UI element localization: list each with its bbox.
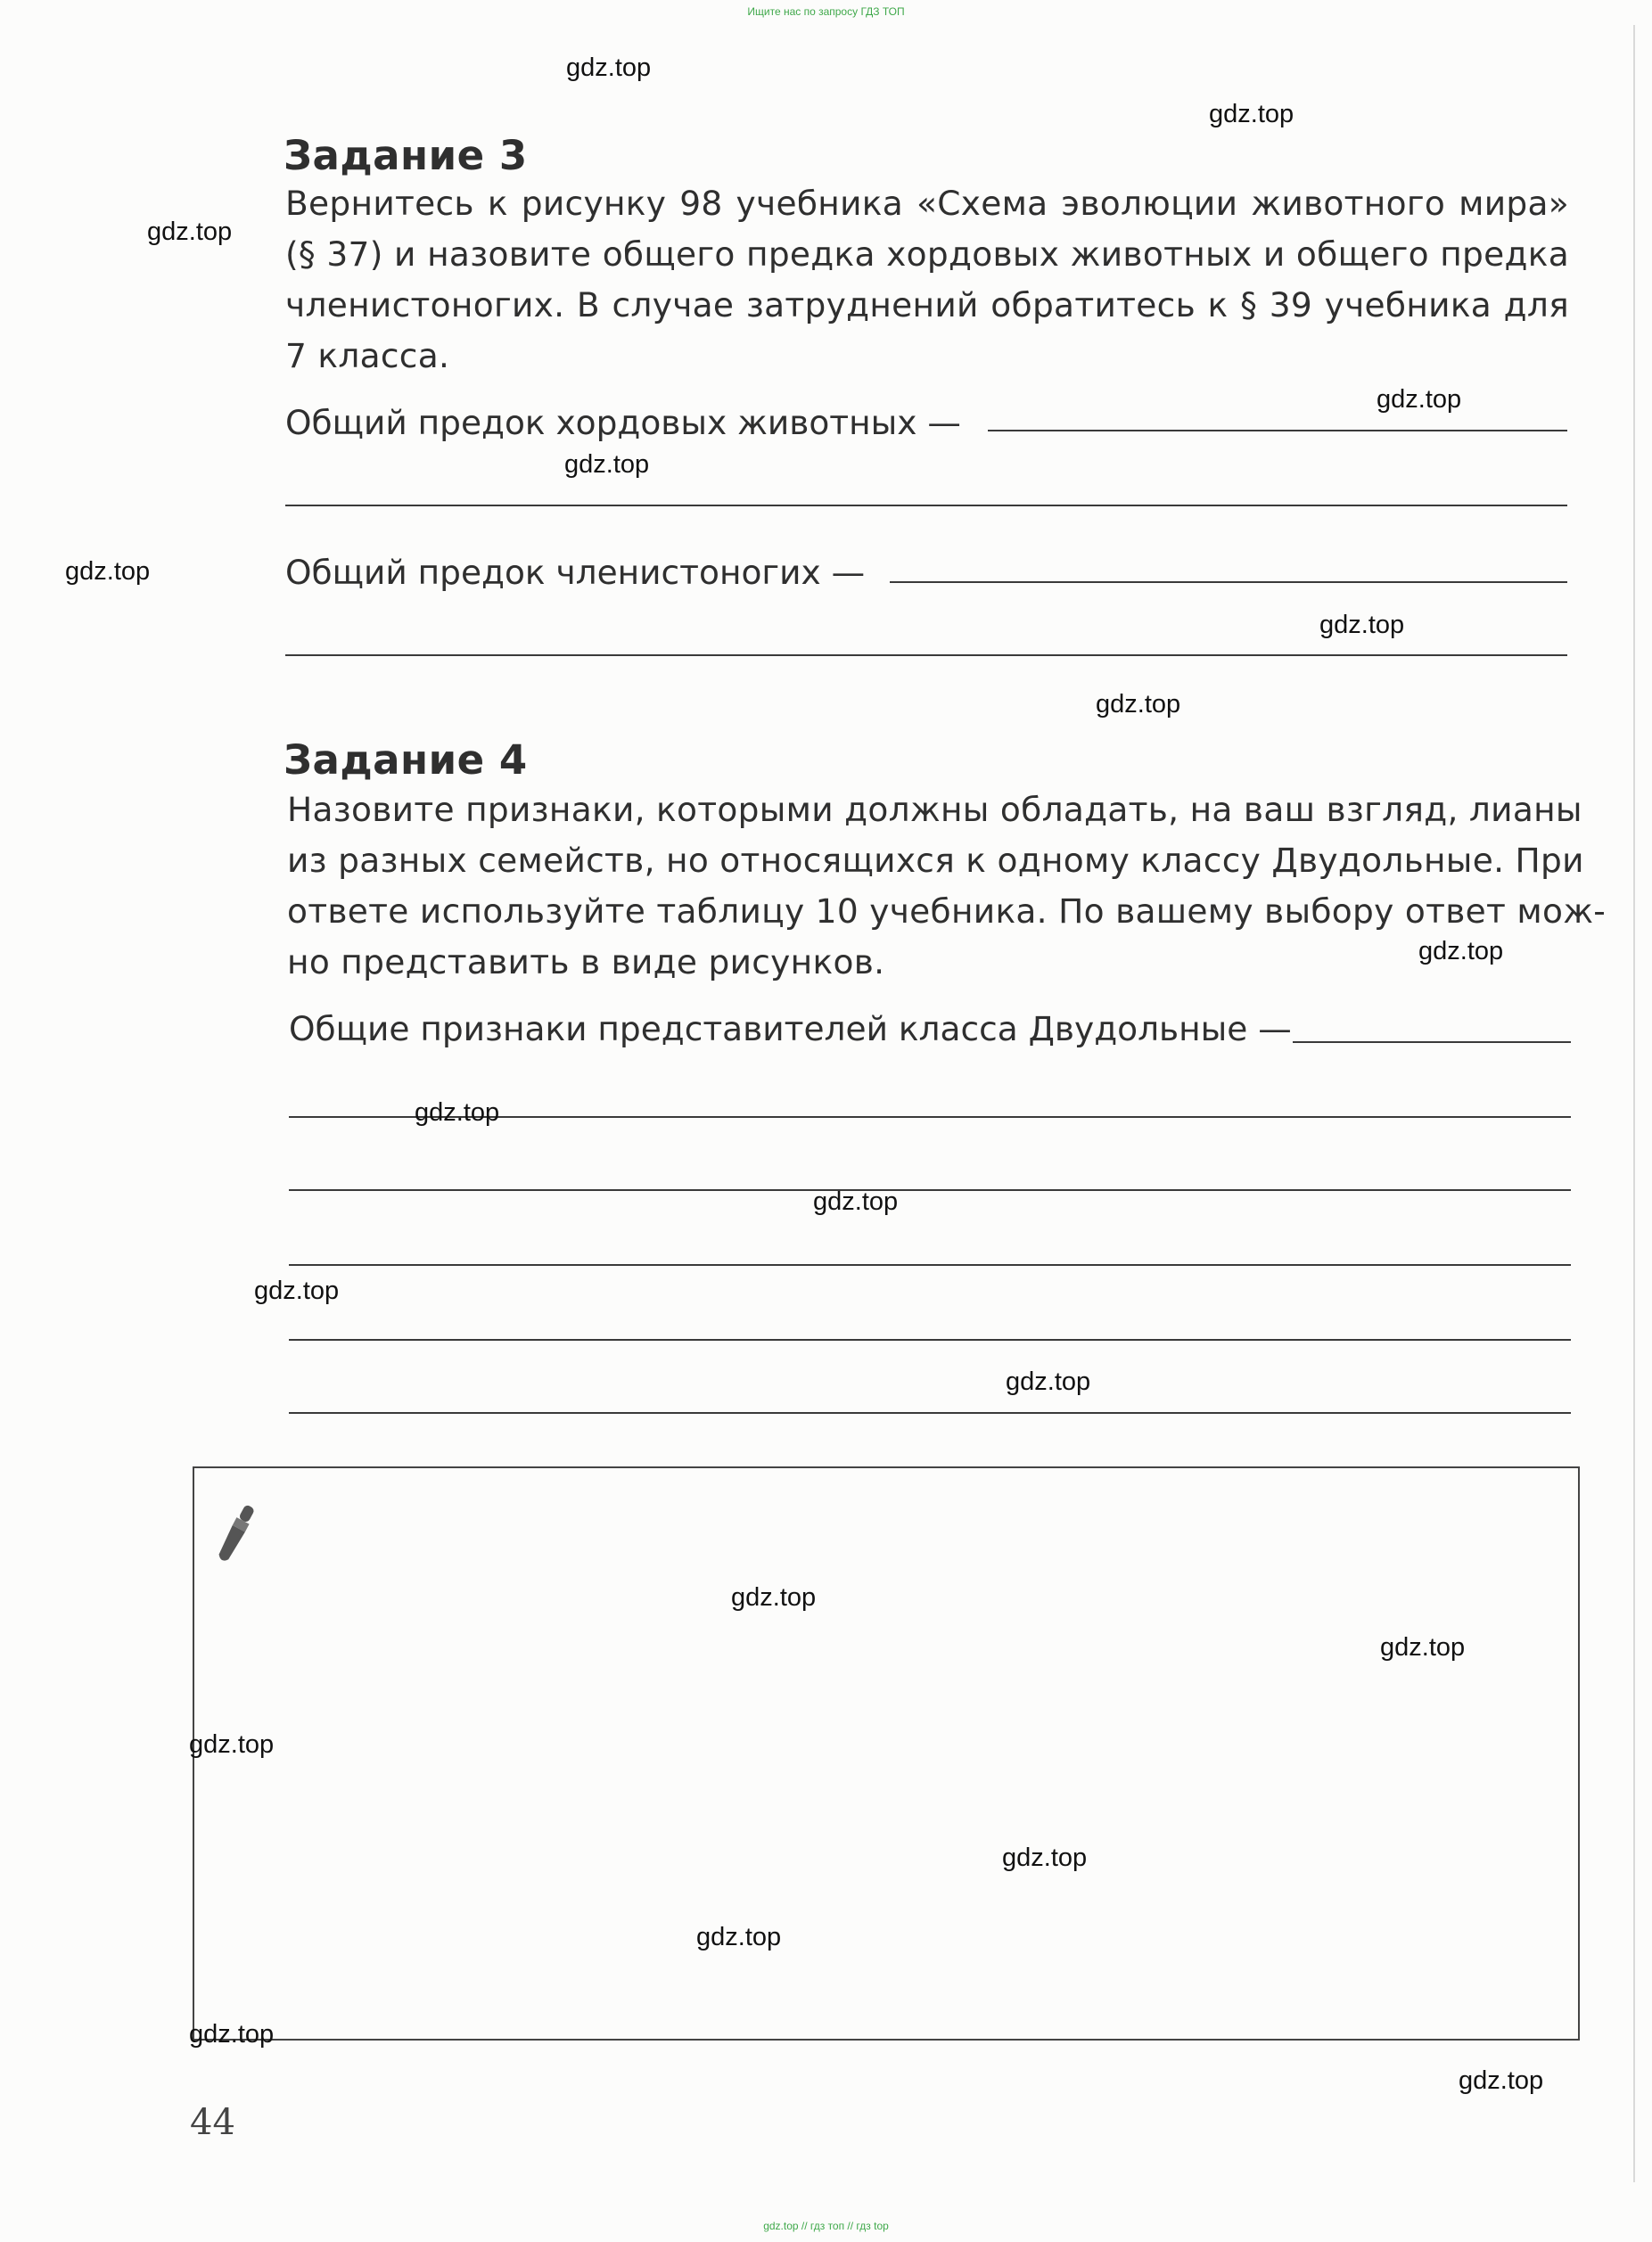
- task3-line: Вернитесь к рисунку 98 учебника «Схема эволюции животного мира»: [285, 184, 1569, 223]
- answer1-line[interactable]: [988, 430, 1567, 431]
- task4-answer-line-5[interactable]: [289, 1339, 1571, 1341]
- task3-line: членистоногих. В случае затруднений обратитесь к § 39 учебника для: [285, 285, 1569, 324]
- watermark: gdz.top: [1096, 690, 1181, 719]
- task4-answer-label: Общие признаки представителей класса Двудольные —: [289, 1009, 1292, 1048]
- task4-line: ответе используйте таблицу 10 учебника. По вашему выбору ответ мож-: [287, 891, 1607, 931]
- answer1-label: Общий предок хордовых животных —: [285, 403, 961, 442]
- task4-answer-line-6[interactable]: [289, 1412, 1571, 1414]
- task4-text: [287, 784, 1607, 988]
- watermark: gdz.top: [254, 1277, 340, 1305]
- task4-answer-line-4[interactable]: [289, 1264, 1571, 1266]
- answer2-label: Общий предок членистоногих —: [285, 553, 866, 592]
- task3-title: Задание 3: [284, 132, 528, 179]
- watermark: gdz.top: [189, 1730, 275, 1759]
- watermark: gdz.top: [564, 450, 650, 479]
- task4-answer-line-3[interactable]: [289, 1189, 1571, 1191]
- show-through-text: [187, 588, 197, 625]
- watermark: gdz.top: [1459, 2066, 1544, 2095]
- answer2-line[interactable]: [890, 581, 1567, 583]
- watermark: gdz.top: [65, 557, 151, 586]
- drawing-area[interactable]: [193, 1466, 1580, 2041]
- task3-text: [285, 178, 1569, 382]
- answer2-line-2[interactable]: [285, 654, 1567, 656]
- watermark: gdz.top: [1377, 385, 1462, 414]
- watermark: gdz.top: [813, 1187, 899, 1216]
- watermark: gdz.top: [566, 53, 652, 82]
- task3-line: (§ 37) и назовите общего предка хордовых животных и общего предка: [285, 234, 1569, 274]
- watermark: gdz.top: [1006, 1367, 1091, 1396]
- paintbrush-icon: [210, 1498, 263, 1569]
- watermark: gdz.top: [696, 1923, 782, 1951]
- watermark: gdz.top: [1380, 1633, 1466, 1662]
- task3-line: 7 класса.: [285, 336, 450, 375]
- page-edge: [1633, 25, 1635, 2182]
- watermark: gdz.top: [1002, 1844, 1088, 1872]
- page-number: 44: [190, 2102, 235, 2143]
- footer-note: gdz.top // гдз топ // гдз top: [763, 2220, 889, 2232]
- header-note: Ищите нас по запросу ГДЗ ТОП: [747, 5, 905, 18]
- watermark: gdz.top: [731, 1583, 817, 1612]
- task4-line: но представить в виде рисунков.: [287, 942, 885, 981]
- task4-title: Задание 4: [284, 736, 528, 784]
- task4-line: Назовите признаки, которыми должны обладать, на ваш взгляд, лианы: [287, 790, 1582, 829]
- watermark: gdz.top: [147, 218, 233, 246]
- task4-line: из разных семейств, но относящихся к одному классу Двудольные. При: [287, 841, 1584, 880]
- watermark: gdz.top: [189, 2020, 275, 2049]
- watermark: gdz.top: [1418, 937, 1504, 965]
- watermark: gdz.top: [415, 1098, 500, 1127]
- answer1-line-2[interactable]: [285, 505, 1567, 506]
- watermark: gdz.top: [1209, 100, 1294, 128]
- watermark: gdz.top: [1319, 611, 1405, 639]
- task4-answer-line[interactable]: [1293, 1041, 1571, 1043]
